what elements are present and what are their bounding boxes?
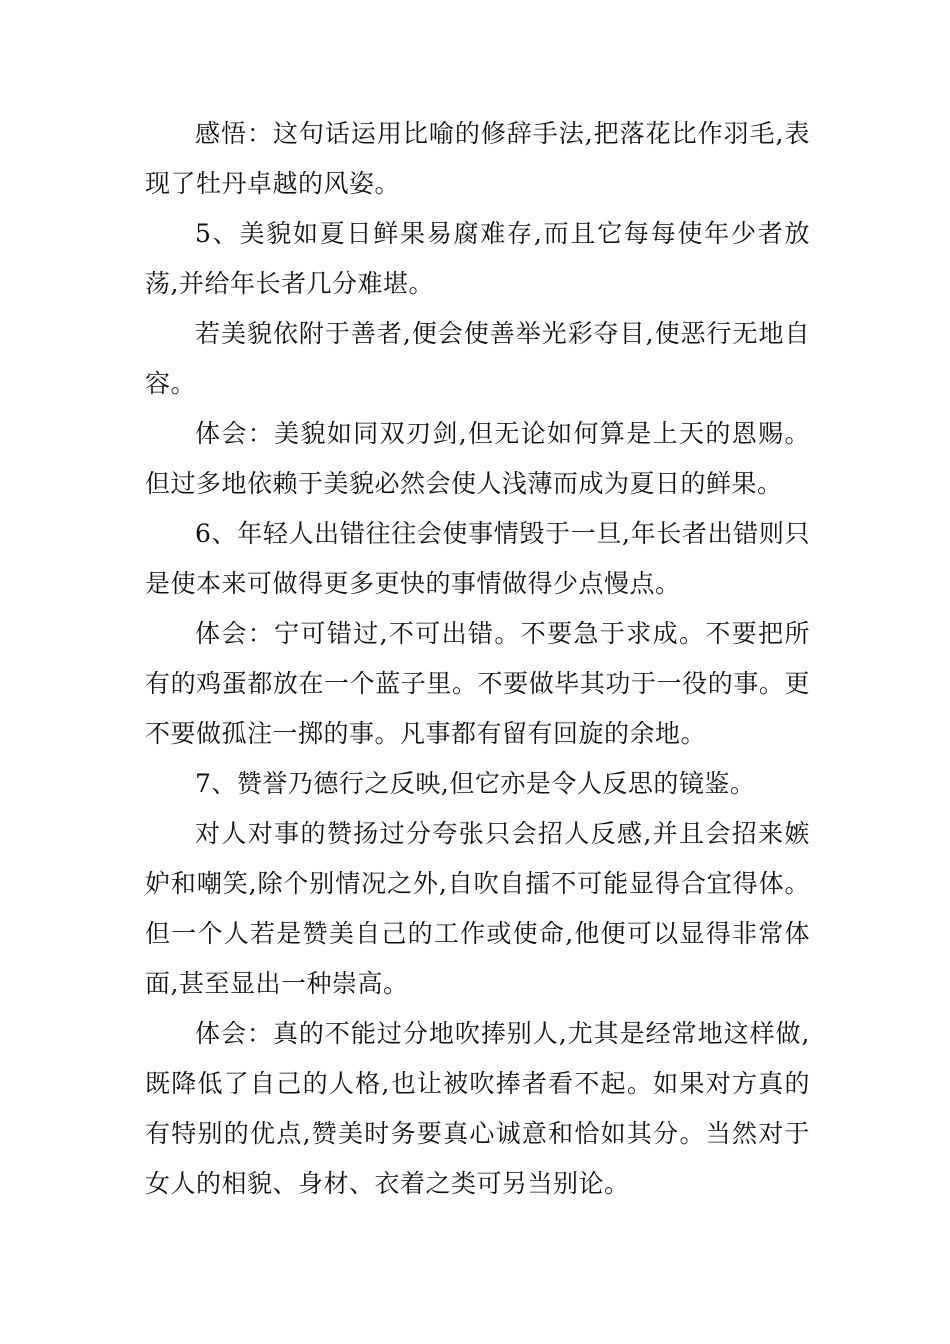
paragraph-praise-excess: 对人对事的赞扬过分夸张只会招人反感,并且会招来嫉妒和嘲笑,除个别情况之外,自吹自擂不可能显得合宜得体。但一个人若是赞美自己的工作或使命,他便可以显得非常体面,甚至显出一种崇高。: [145, 819, 810, 998]
paragraph-reflection-beauty: 体会：美貌如同双刃剑,但无论如何算是上天的恩赐。但过多地依赖于美貌必然会使人浅薄而成为夏日的鲜果。: [145, 419, 810, 498]
paragraph-insight-metaphor: 感悟：这句话运用比喻的修辞手法,把落花比作羽毛,表现了牡丹卓越的风姿。: [145, 119, 810, 198]
paragraph-item-5: 5、美貌如夏日鲜果易腐难存,而且它每每使年少者放荡,并给年长者几分难堪。: [145, 219, 810, 298]
paragraph-item-7: 7、赞誉乃德行之反映,但它亦是令人反思的镜鉴。: [195, 769, 756, 798]
document-body: [145, 109, 810, 1209]
paragraph-reflection-mistakes: 体会：宁可错过,不可出错。不要急于求成。不要把所有的鸡蛋都放在一个蓝子里。不要做毕其功于一役的事。更不要做孤注一掷的事。凡事都有留有回旋的余地。: [145, 619, 810, 748]
paragraph-beauty-virtue: 若美貌依附于善者,便会使善举光彩夺目,使恶行无地自容。: [145, 319, 810, 398]
paragraph-item-6: 6、年轻人出错往往会使事情毁于一旦,年长者出错则只是使本来可做得更多更快的事情做得少点慢点。: [145, 519, 810, 598]
paragraph-reflection-praise: 体会：真的不能过分地吹捧别人,尤其是经常地这样做,既降低了自己的人格,也让被吹捧者看不起。如果对方真的有特别的优点,赞美时务要真心诚意和恰如其分。当然对于女人的相貌、身材、衣着之类可另当别论。: [145, 1019, 810, 1198]
